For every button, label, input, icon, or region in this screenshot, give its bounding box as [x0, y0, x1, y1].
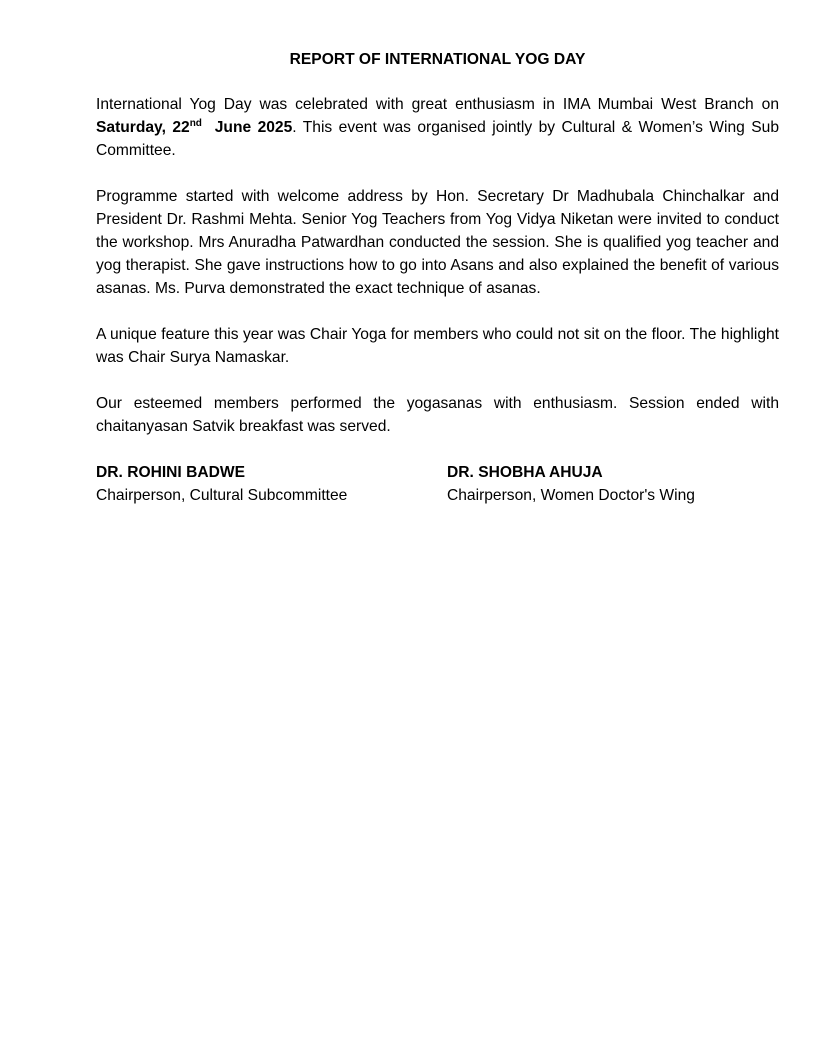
- paragraph-intro: [96, 93, 779, 162]
- intro-text-end: . This event was organised jointly by Cultural & Women’s Wing Sub Committee.: [96, 119, 780, 159]
- event-date-month-year: June 2025: [201, 119, 293, 136]
- paragraph-programme: Programme started with welcome address by Hon. Secretary Dr Madhubala Chinchalkar and President Dr. Rashmi Mehta. Senior Yog Teachers from Yog Vidya Niketan were invited to conduct the workshop. Mrs Anuradha Patwardhan conducted the session. She is qualified yog teacher and yog therapist. She gave instructions how to go into Asans and also explained the benefit of various asanas. Ms. Purva demonstrated the exact technique of asanas.: [96, 188, 779, 297]
- signatory-name: DR. SHOBHA AHUJA: [447, 464, 603, 481]
- paragraph-chair-yoga: A unique feature this year was Chair Yoga for members who could not sit on the floor. The highlight was Chair Surya Namaskar.: [96, 326, 779, 366]
- signatory-role: Chairperson, Women Doctor's Wing: [447, 487, 695, 504]
- report-page: [96, 48, 779, 507]
- paragraph-closing: Our esteemed members performed the yogasanas with enthusiasm. Session ended with chaitanyasan Satvik breakfast was served.: [96, 395, 779, 435]
- report-title: REPORT OF INTERNATIONAL YOG DAY: [289, 51, 586, 68]
- signatory-role: Chairperson, Cultural Subcommittee: [96, 487, 348, 504]
- signatory-cultural: [96, 461, 447, 507]
- signatory-women-wing: [447, 461, 779, 507]
- signatures: [96, 461, 779, 507]
- signatory-name: DR. ROHINI BADWE: [96, 464, 246, 481]
- event-date-suffix: nd: [189, 118, 202, 129]
- intro-text: International Yog Day was celebrated with great enthusiasm in IMA Mumbai West Branch on: [96, 96, 779, 113]
- event-date-day: Saturday, 22: [96, 119, 190, 136]
